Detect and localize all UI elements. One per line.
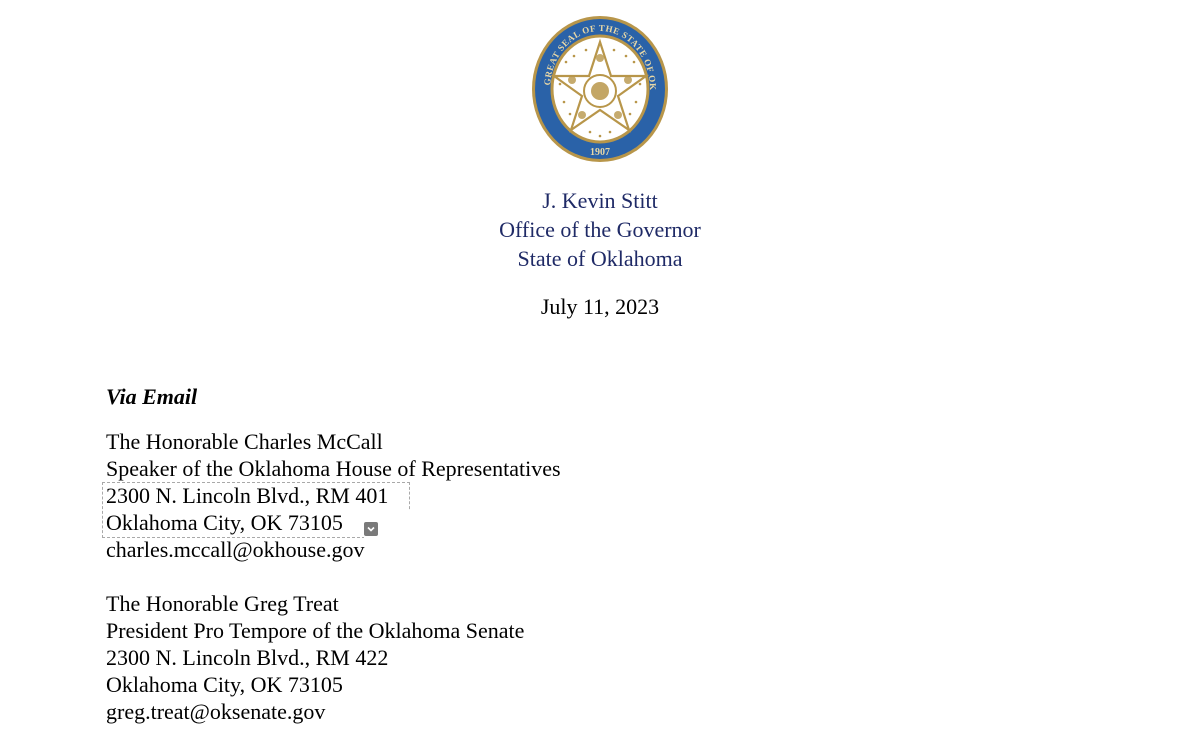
recipient-email: greg.treat@oksenate.gov [106,699,326,724]
recipient-address-line2[interactable]: Oklahoma City, OK 73105 [106,510,343,535]
svg-text:GREAT SEAL OF THE STATE OF OKL: GREAT SEAL OF THE STATE OF OK [542,22,659,91]
recipient-title: Speaker of the Oklahoma House of Representatives [106,456,561,481]
governor-name: J. Kevin Stitt [542,188,658,213]
recipient-address-line2: Oklahoma City, OK 73105 [106,672,343,697]
recipient-block [106,590,524,725]
recipient-name: The Honorable Charles McCall [106,429,383,454]
recipient-title: President Pro Tempore of the Oklahoma Senate [106,618,525,643]
chevron-down-icon[interactable] [364,522,378,536]
recipient-address-line1[interactable]: 2300 N. Lincoln Blvd., RM 401 [106,483,389,508]
letterhead [0,186,1200,273]
recipient-name: The Honorable Greg Treat [106,591,339,616]
state-name: State of Oklahoma [517,246,683,271]
letter-date: July 11, 2023 [540,294,660,319]
recipient-email: charles.mccall@okhouse.gov [106,537,365,562]
delivery-method: Via Email [106,384,198,409]
recipient-address-line1: 2300 N. Lincoln Blvd., RM 422 [106,645,389,670]
svg-text:1907: 1907 [590,147,610,158]
state-seal-logo [530,14,670,164]
office-name: Office of the Governor [499,217,701,242]
recipient-block [106,428,561,563]
